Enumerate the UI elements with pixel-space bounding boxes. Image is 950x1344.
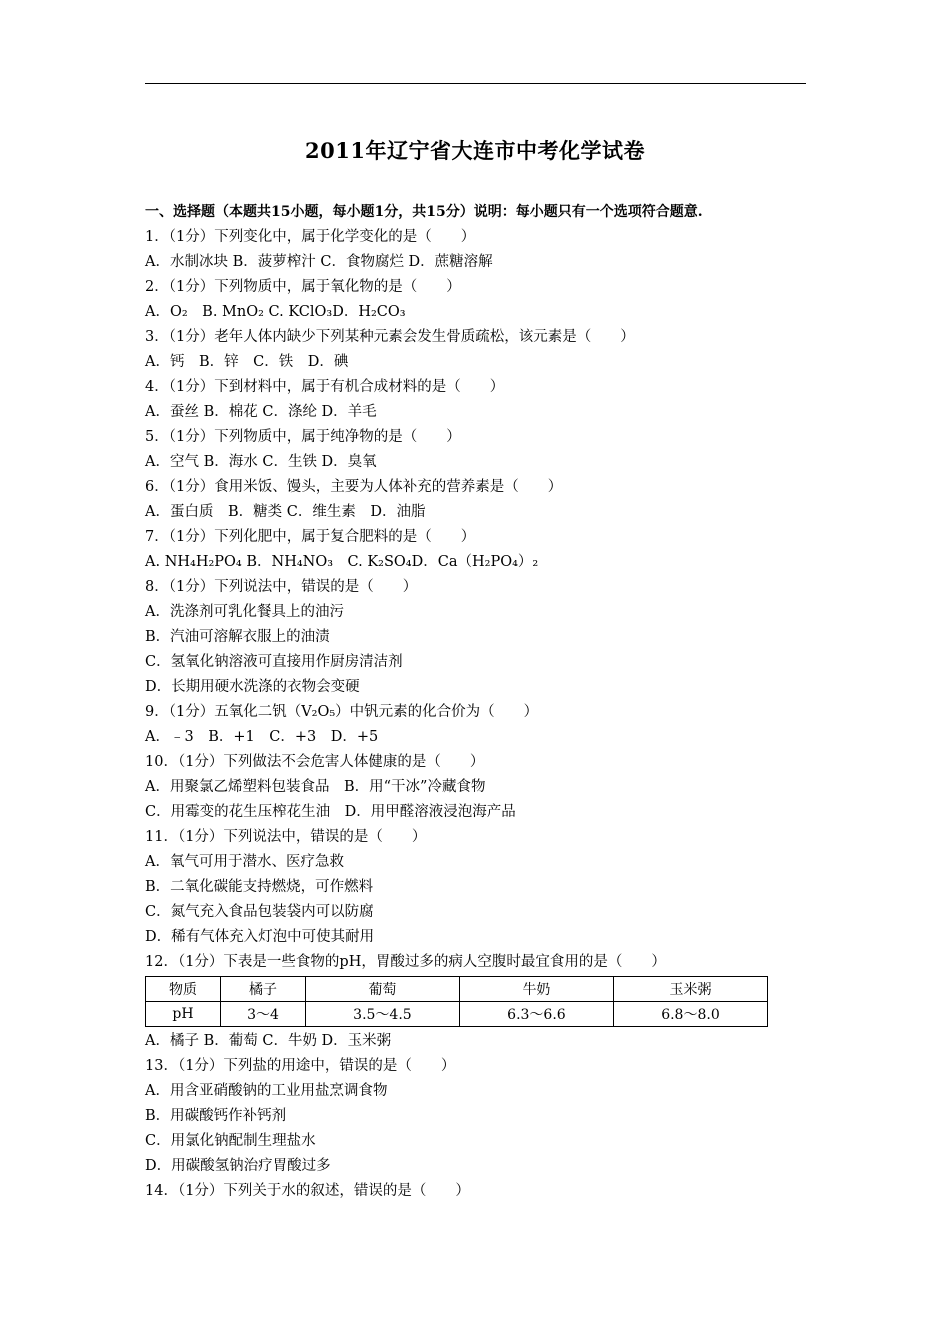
table-cell: 6.3～6.6 [459, 1002, 613, 1027]
option-line: A．空气 B．海水 C．生铁 D．臭氧 [145, 454, 377, 470]
table-cell: 6.8～8.0 [613, 1002, 767, 1027]
option-line: C．用霉变的花生压榨花生油 D．用甲醛溶液浸泡海产品 [145, 804, 516, 820]
table-row [146, 1002, 768, 1027]
option-line: A．﹣3 B．+1 C．+3 D．+5 [145, 729, 379, 745]
ph-table [145, 976, 768, 1027]
table-cell: 3～4 [221, 1002, 306, 1027]
question-line: 2．（1分）下列物质中，属于氧化物的是（ ） [145, 279, 461, 295]
table-cell: 牛奶 [459, 977, 613, 1002]
option-line: D．稀有气体充入灯泡中可使其耐用 [145, 929, 375, 945]
question-line: 14．（1分）下列关于水的叙述，错误的是（ ） [145, 1183, 470, 1199]
option-line: A．橘子 B．葡萄 C．牛奶 D．玉米粥 [145, 1033, 392, 1049]
table-cell: 3.5～4.5 [305, 1002, 459, 1027]
table-header-row [146, 977, 768, 1002]
option-line: B．用碳酸钙作补钙剂 [145, 1108, 287, 1124]
header-rule [145, 83, 806, 84]
table-cell: 葡萄 [305, 977, 459, 1002]
question-line: 9．（1分）五氧化二钒（V₂O₅）中钒元素的化合价为（ ） [145, 704, 539, 720]
option-line: A．洗涤剂可乳化餐具上的油污 [145, 604, 344, 620]
option-line: C．氮气充入食品包装袋内可以防腐 [145, 904, 374, 920]
table-cell: 物质 [146, 977, 221, 1002]
option-line: A．用聚氯乙烯塑料包装食品 B．用“干冰”冷藏食物 [145, 779, 486, 795]
question-line: 3．（1分）老年人体内缺少下列某种元素会发生骨质疏松，该元素是（ ） [145, 329, 635, 345]
option-line: A．O₂ B. MnO₂ C. KClO₃D．H₂CO₃ [145, 304, 406, 320]
option-line: A．钙 B．锌 C．铁 D．碘 [145, 354, 349, 370]
question-line: 1．（1分）下列变化中，属于化学变化的是（ ） [145, 229, 476, 245]
option-line: C．氢氧化钠溶液可直接用作厨房清洁剂 [145, 654, 403, 670]
question-list [145, 225, 815, 1204]
option-line: A．蚕丝 B．棉花 C．涤纶 D．羊毛 [145, 404, 377, 420]
section-header: 一、选择题（本题共15小题，每小题1分，共15分）说明：每小题只有一个选项符合题意. [145, 204, 703, 220]
option-line: A．水制冰块 B．菠萝榨汁 C．食物腐烂 D．蔗糖溶解 [145, 254, 493, 270]
table-cell: pH [146, 1002, 221, 1027]
option-line: C．用氯化钠配制生理盐水 [145, 1133, 316, 1149]
table-cell: 橘子 [221, 977, 306, 1002]
option-line: A．用含亚硝酸钠的工业用盐烹调食物 [145, 1083, 388, 1099]
option-line: A．蛋白质 B．糖类 C．维生素 D．油脂 [145, 504, 426, 520]
question-line: 5．（1分）下列物质中，属于纯净物的是（ ） [145, 429, 461, 445]
option-line: B．二氧化碳能支持燃烧，可作燃料 [145, 879, 374, 895]
page-title: 2011年辽宁省大连市中考化学试卷 [305, 138, 645, 163]
question-line: 11．（1分）下列说法中，错误的是（ ） [145, 829, 427, 845]
question-line: 7．（1分）下列化肥中，属于复合肥料的是（ ） [145, 529, 476, 545]
option-line: A. NH₄H₂PO₄ B．NH₄NO₃ C. K₂SO₄D．Ca（H₂PO₄）₂ [145, 554, 539, 570]
question-line: 8．（1分）下列说法中，错误的是（ ） [145, 579, 418, 595]
question-line: 13．（1分）下列盐的用途中，错误的是（ ） [145, 1058, 456, 1074]
table-cell: 玉米粥 [613, 977, 767, 1002]
question-line: 10．（1分）下列做法不会危害人体健康的是（ ） [145, 754, 485, 770]
option-line: A．氧气可用于潜水、医疗急救 [145, 854, 344, 870]
question-line: 12．（1分）下表是一些食物的pH，胃酸过多的病人空腹时最宜食用的是（ ） [145, 954, 666, 970]
option-line: D．长期用硬水洗涤的衣物会变硬 [145, 679, 360, 695]
option-line: B．汽油可溶解衣服上的油渍 [145, 629, 330, 645]
question-line: 4．（1分）下到材料中，属于有机合成材料的是（ ） [145, 379, 505, 395]
question-line: 6．（1分）食用米饭、馒头，主要为人体补充的营养素是（ ） [145, 479, 563, 495]
ph-table-wrapper [145, 975, 815, 1029]
option-line: D．用碳酸氢钠治疗胃酸过多 [145, 1158, 331, 1174]
